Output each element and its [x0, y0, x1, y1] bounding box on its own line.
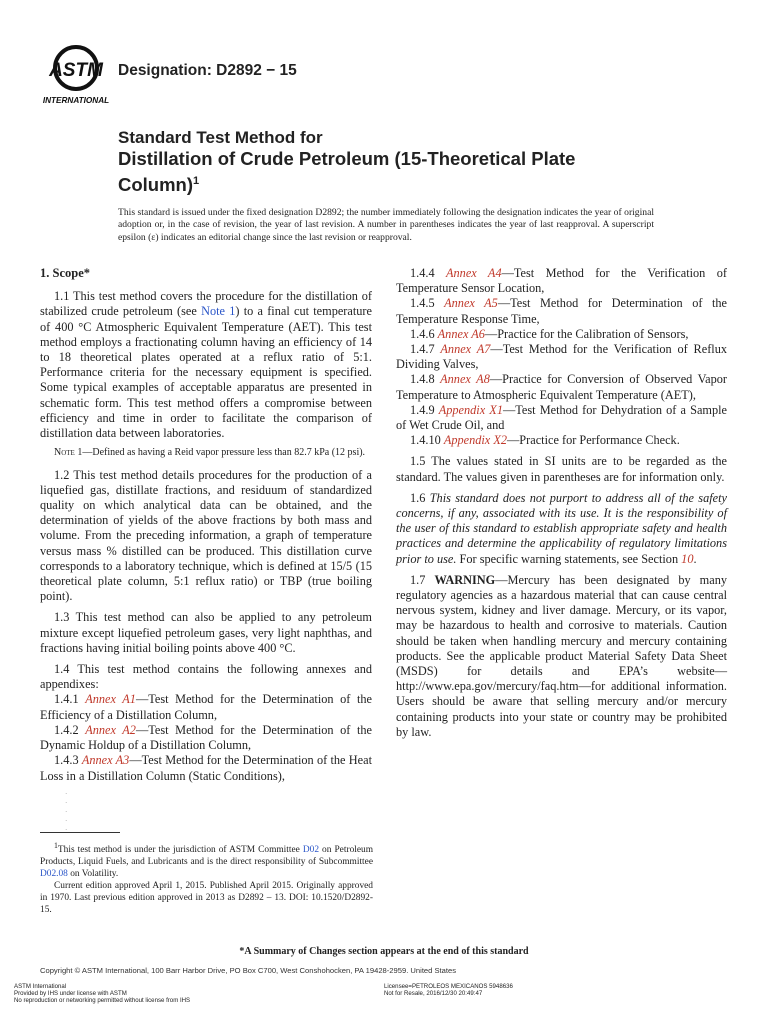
item-1-4-1: 1.4.1 Annex A1—Test Method for the Determination of the Efficiency of a Distillation Column, [40, 692, 372, 722]
item-1-4-3: 1.4.3 Annex A3—Test Method for the Determination of the Heat Loss in a Distillation Column (Static Conditions), [40, 753, 372, 783]
d02-link[interactable]: D02 [302, 845, 320, 856]
paragraph-1-7: 1.7 WARNING—Mercury has been designated by many regulatory agencies as a hazardous material that can cause central nervous system, kidney and liver damage. Mercury, or its vapor, may be hazardous to health and corrosive to materials. Caution should be taken when handling mercury and mercury containing products. See the applicable product Material Safety Data Sheet (MSDS) for details and EPA’s website—http://www.epa.gov/mercury/faq.htm—for additional information. Users should be aware that selling mercury and/or mercury containing products into your state or country may be prohibited by law. [396, 572, 727, 739]
title-main [118, 147, 638, 196]
title-superscript: 1 [193, 175, 200, 187]
annex-a6-link[interactable]: Annex A6 [437, 326, 485, 341]
logo-subtext: INTERNATIONAL [42, 96, 110, 105]
paragraph-1-3: 1.3 This test method can also be applied to any petroleum mixture except liquefied petroleum gases, very light naphthas, and fractions having initial boiling points above 400 °C. [40, 610, 372, 655]
paragraph-1-4: 1.4 This test method contains the following annexes and appendixes: [40, 662, 372, 692]
footnote [40, 840, 373, 916]
footnote-rule [40, 832, 120, 833]
right-column [396, 266, 727, 746]
issuance-notice: This standard is issued under the fixed designation D2892; the number immediately following the designation indicates the year of original adoption or, in the case of revision, the year of last revision. A number in parentheses indicates the year of last reapproval. A superscript epsilon (ε) indicates an editorial change since the last revision or reapproval. [118, 207, 654, 243]
item-1-4-8: 1.4.8 Annex A8—Practice for Conversion of Observed Vapor Temperature to Atmospheric Equivalent Temperature (AET), [396, 372, 727, 402]
annex-a5-link[interactable]: Annex A5 [444, 296, 498, 311]
footnote-1: $^1$This test method is under the jurisdiction of ASTM Committee D02 on Petroleum Products, Liquid Fuels, and Lubricants and is the direct responsibility of Subcommittee D02.08 on Volatility. [40, 841, 373, 880]
title-line2: Distillation of Crude Petroleum (15-Theoretical Plate Column) [118, 148, 576, 196]
item-1-4-2: 1.4.2 Annex A2—Test Method for the Determination of the Dynamic Holdup of a Distillation Column, [40, 722, 372, 753]
paragraph-1-1: 1.1 This test method covers the procedure for the distillation of stabilized crude petroleum (see Note 1) to a final cut temperature of 400 °C Atmospheric Equivalent Temperature (AET). This test method employs a fractionating column having an efficiency of 14 to 18 theoretical plates operated at a reflux ratio of 5:1. Performance criteria for the necessary equipment is specified. Some typical examples of acceptable apparatus are presented in schematic form. This test method offers a compromise between efficiency and time in order to facilitate the comparison of distillation data between laboratories. [40, 289, 372, 441]
item-1-4-9: 1.4.9 Appendix X1—Test Method for Dehydration of a Sample of Wet Crude Oil, and [396, 402, 728, 433]
d02-08-link[interactable]: D02.08 [40, 869, 68, 880]
left-column [40, 266, 372, 784]
item-1-4-4: 1.4.4 Annex A4—Test Method for the Verification of Temperature Sensor Location, [396, 266, 727, 296]
item-1-4-5: 1.4.5 Annex A5—Test Method for Determination of the Temperature Response Time, [396, 296, 727, 326]
annex-a3-link[interactable]: Annex A3 [81, 753, 130, 768]
copyright: Copyright © ASTM International, 100 Barr Harbor Drive, PO Box C700, West Conshohocken, PA 19428-2959. United States [40, 966, 457, 975]
annex-a8-link[interactable]: Annex A8 [440, 372, 490, 387]
item-1-4-10: 1.4.10 Appendix X2—Practice for Performance Check. [410, 433, 680, 448]
appendix-x1-link[interactable]: Appendix X1 [438, 402, 503, 417]
paragraph-1-2: 1.2 This test method details procedures for the production of a liquefied gas, distillate fractions, and residuum of standardized quality on which analytical data can be obtained, and the determination of yields of the above fractions by both mass and volume. From the preceding information, a graph of temperature versus mass % distilled can be produced. This distillation curve corresponds to a laboratory technique, which is defined at 15/5 (15 theoretical plate column, 5:1 reflux ratio) or TBP (true boiling point). [40, 467, 372, 604]
astm-logo [40, 40, 112, 106]
summary-of-changes: *A Summary of Changes section appears at the end of this standard [239, 946, 529, 957]
note-1: Note 1—Defined as having a Reid vapor pressure less than 82.7 kPa (12 psi). [54, 447, 366, 459]
paragraph-1-5: 1.5 The values stated in SI units are to be regarded as the standard. The values given in parentheses are for information only. [396, 454, 727, 484]
margin-dots: · · · · · [65, 790, 68, 834]
footnote-edition: Current edition approved April 1, 2015. Published April 2015. Originally approved in 1970. Last previous edition approved in 2013 as D2892 – 13. DOI: 10.1520/D2892-15. [40, 881, 373, 916]
note-1-link[interactable]: Note 1 [201, 304, 236, 319]
item-1-4-6: 1.4.6 Annex A6—Practice for the Calibration of Sensors, [410, 326, 689, 341]
annex-a1-link[interactable]: Annex A1 [85, 692, 136, 707]
license-right: Licensee=PETROLEOS MEXICANOS 5948636 Not for Resale, 2016/12/30 20:49:47 [384, 983, 513, 998]
appendix-x2-link[interactable]: Appendix X2 [443, 433, 507, 448]
title-line1: Standard Test Method for [118, 128, 323, 147]
designation: Designation: D2892 − 15 [118, 62, 297, 79]
annex-a4-link[interactable]: Annex A4 [446, 266, 502, 280]
license-left: ASTM International Provided by IHS under license with ASTM No reproduction or networking permitted without license from IHS [14, 983, 191, 1005]
annex-a7-link[interactable]: Annex A7 [440, 342, 491, 357]
logo-text: ASTM [49, 60, 103, 81]
section-heading-scope: 1. Scope* [40, 266, 90, 280]
section-10-link[interactable]: 10 [681, 551, 694, 566]
paragraph-1-6: 1.6 This standard does not purport to address all of the safety concerns, if any, associated with its use. It is the responsibility of the user of this standard to establish appropriate safety and health practices and determine the applicability of regulatory limitations prior to use. For specific warning statements, see Section 10. [396, 490, 727, 566]
annex-a2-link[interactable]: Annex A2 [85, 722, 136, 737]
item-1-4-7: 1.4.7 Annex A7—Test Method for the Verification of Reflux Dividing Valves, [396, 342, 727, 372]
